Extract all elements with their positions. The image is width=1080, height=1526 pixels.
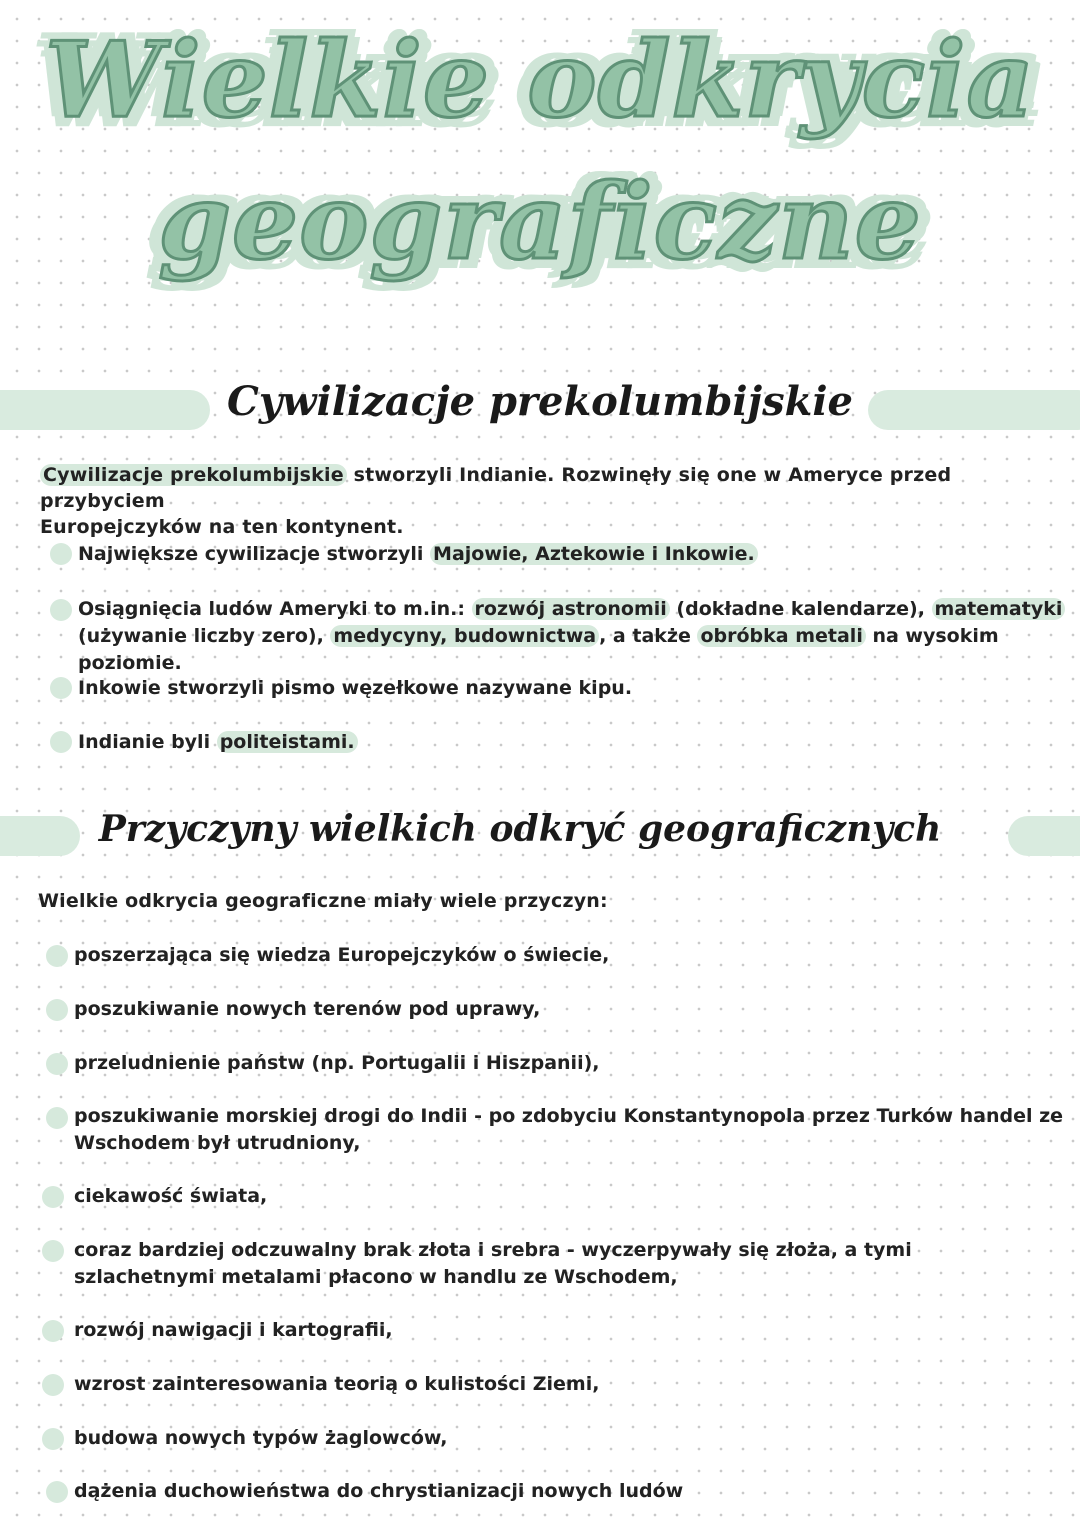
page-title-line-1: Wielkie odkrycia [45,18,1035,141]
bullet-dot [46,1481,68,1503]
item-text: , a także [599,625,698,647]
list-item: przeludnienie państw (np. Portugalii i Hiszpanii), [74,1052,600,1074]
item-text: Wschodem był utrudniony, [74,1132,361,1154]
list-item: ciekawość świata, [74,1185,268,1207]
section-2-heading: Przyczyny wielkich odkryć geograficznych [98,808,942,850]
item-highlight: rozwój astronomii [472,598,670,620]
section-2-intro: Wielkie odkrycia geograficzne miały wiele przyczyn: [38,890,608,912]
bullet-dot [46,1053,68,1075]
item-highlight: Majowie, Aztekowie i Inkowie. [430,543,758,565]
list-item: budowa nowych typów żaglowców, [74,1427,448,1449]
item-highlight: matematyki [932,598,1066,620]
list-item: wzrost zainteresowania teorią o kulistości Ziemi, [74,1373,600,1395]
list-item: dążenia duchowieństwa do chrystianizacji nowych ludów [74,1480,684,1502]
item-highlight: medycyny, budownictwa [330,625,599,647]
list-item: rozwój nawigacji i kartografii, [74,1319,393,1341]
bullet-dot [50,599,72,621]
intro-highlight: Cywilizacje prekolumbijskie [40,464,347,486]
bullet-dot [46,999,68,1021]
list-item: Inkowie stworzyli pismo węzełkowe nazywane kipu. [78,677,633,699]
list-item [78,729,1058,756]
bullet-dot [46,945,68,967]
item-text: Indianie byli [78,731,217,753]
item-text: Największe cywilizacje stworzyli [78,543,431,565]
bullet-dot [42,1320,64,1342]
list-item: poszerzająca się wiedza Europejczyków o świecie, [74,944,610,966]
item-text: coraz bardziej odczuwalny brak złota i srebra - wyczerpywały się złoża, a tymi [74,1239,912,1261]
list-item [74,1237,1064,1291]
list-item [78,596,1068,677]
section-1-intro [40,462,1050,540]
item-text: (używanie liczby zero), [78,625,331,647]
item-text: na wysokim poziomie. [78,625,999,674]
bullet-dot [50,677,72,699]
bullet-dot [42,1186,64,1208]
list-item: poszukiwanie nowych terenów pod uprawy, [74,998,541,1020]
item-text: szlachetnymi metalami płacono w handlu ze Wschodem, [74,1266,678,1288]
bullet-dot [42,1240,64,1262]
bullet-dot [42,1428,64,1450]
bullet-dot [46,1107,68,1129]
bullet-dot [50,731,72,753]
bullet-dot [50,543,72,565]
list-item [74,1103,1064,1157]
bullet-dot [42,1374,64,1396]
item-highlight: politeistami. [217,731,358,753]
item-text: poszukiwanie morskiej drogi do Indii - po zdobyciu Konstantynopola przez Turków handel ze [74,1105,1064,1127]
intro-text-2: Europejczyków na ten kontynent. [40,516,404,538]
section-1-heading: Cywilizacje prekolumbijskie [227,378,853,425]
item-highlight: obróbka metali [697,625,865,647]
list-item [78,541,1058,568]
item-text: Osiągnięcia ludów Ameryki to m.in.: [78,598,472,620]
item-text: (dokładne kalendarze), [669,598,932,620]
page-title-line-2: geograficzne [158,160,922,283]
intro-text-1: stworzyli Indianie. Rozwinęły się one w Ameryce przed przybyciem [40,464,952,512]
